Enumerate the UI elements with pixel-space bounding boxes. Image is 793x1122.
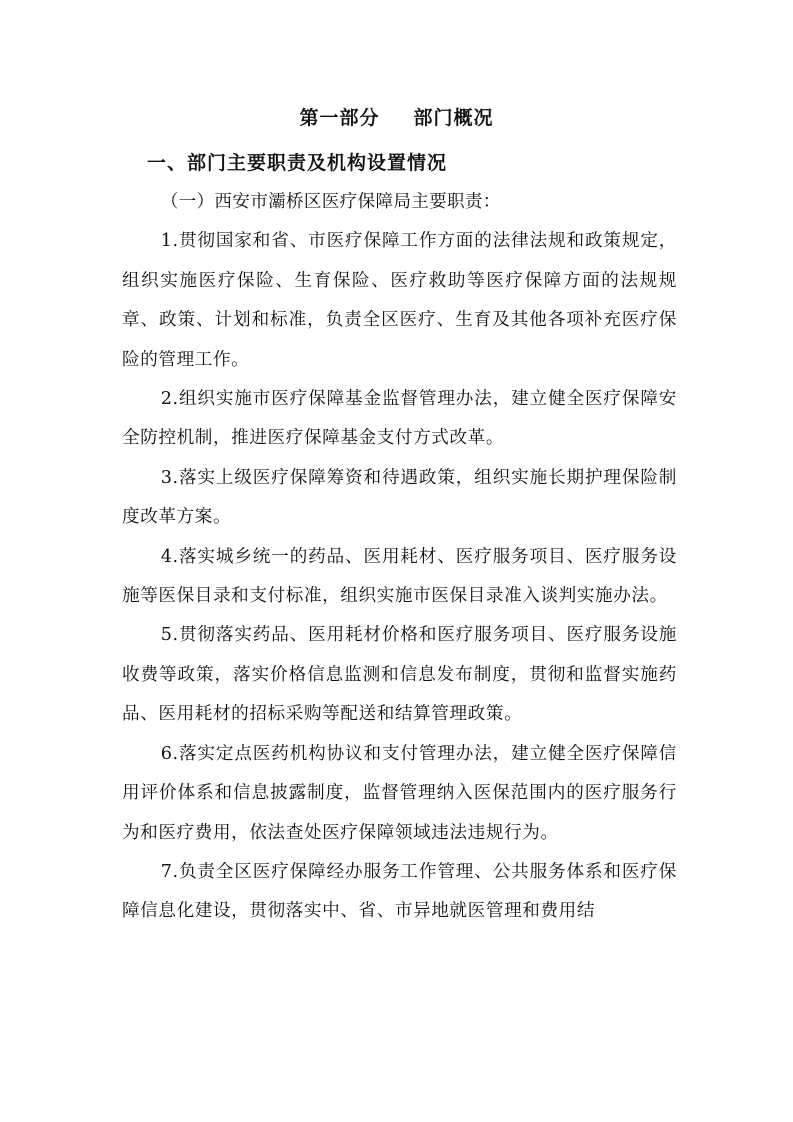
section-heading: 一、部门主要职责及机构设置情况 xyxy=(147,152,448,174)
sub-heading: （一）西安市灞桥区医疗保障局主要职责： xyxy=(160,192,501,212)
duty-item-1: 1.贯彻国家和省、市医疗保障工作方面的法律法规和政策规定，组织实施医疗保险、生育保险、医疗救助等医疗保障方面的法规规章、政策、计划和标准，负责全区医疗、生育及其他各项补充医疗保险的管理工作。 xyxy=(122,231,677,370)
duty-item-3: 3.落实上级医疗保障筹资和待遇政策，组织实施长期护理保险制度改革方案。 xyxy=(122,467,677,528)
duty-item-5: 5.贯彻落实药品、医用耗材价格和医疗服务项目、医疗服务设施收费等政策，落实价格信息监测和信息发布制度，贯彻和监督实施药品、医用耗材的招标采购等配送和结算管理政策。 xyxy=(122,625,677,725)
duty-item-6: 6.落实定点医药机构协议和支付管理办法，建立健全医疗保障信用评价体系和信息披露制度，监督管理纳入医保范围内的医疗服务行为和医疗费用，依法查处医疗保障领域违法违规行为。 xyxy=(122,743,677,843)
part-title xyxy=(0,101,793,135)
duty-item-7: 7.负责全区医疗保障经办服务工作管理、公共服务体系和医疗保障信息化建设，贯彻落实中、省、市异地就医管理和费用结 xyxy=(122,861,677,922)
duty-item-2: 2.组织实施市医疗保障基金监督管理办法，建立健全医疗保障安全防控机制，推进医疗保障基金支付方式改革。 xyxy=(122,389,677,449)
body-text xyxy=(122,183,677,932)
part-title-name: 部门概况 xyxy=(413,107,494,129)
part-title-number: 第一部分 xyxy=(299,107,380,129)
duty-item-4: 4.落实城乡统一的药品、医用耗材、医疗服务项目、医疗服务设施等医保目录和支付标准，组织实施市医保目录准入谈判实施办法。 xyxy=(122,546,677,607)
